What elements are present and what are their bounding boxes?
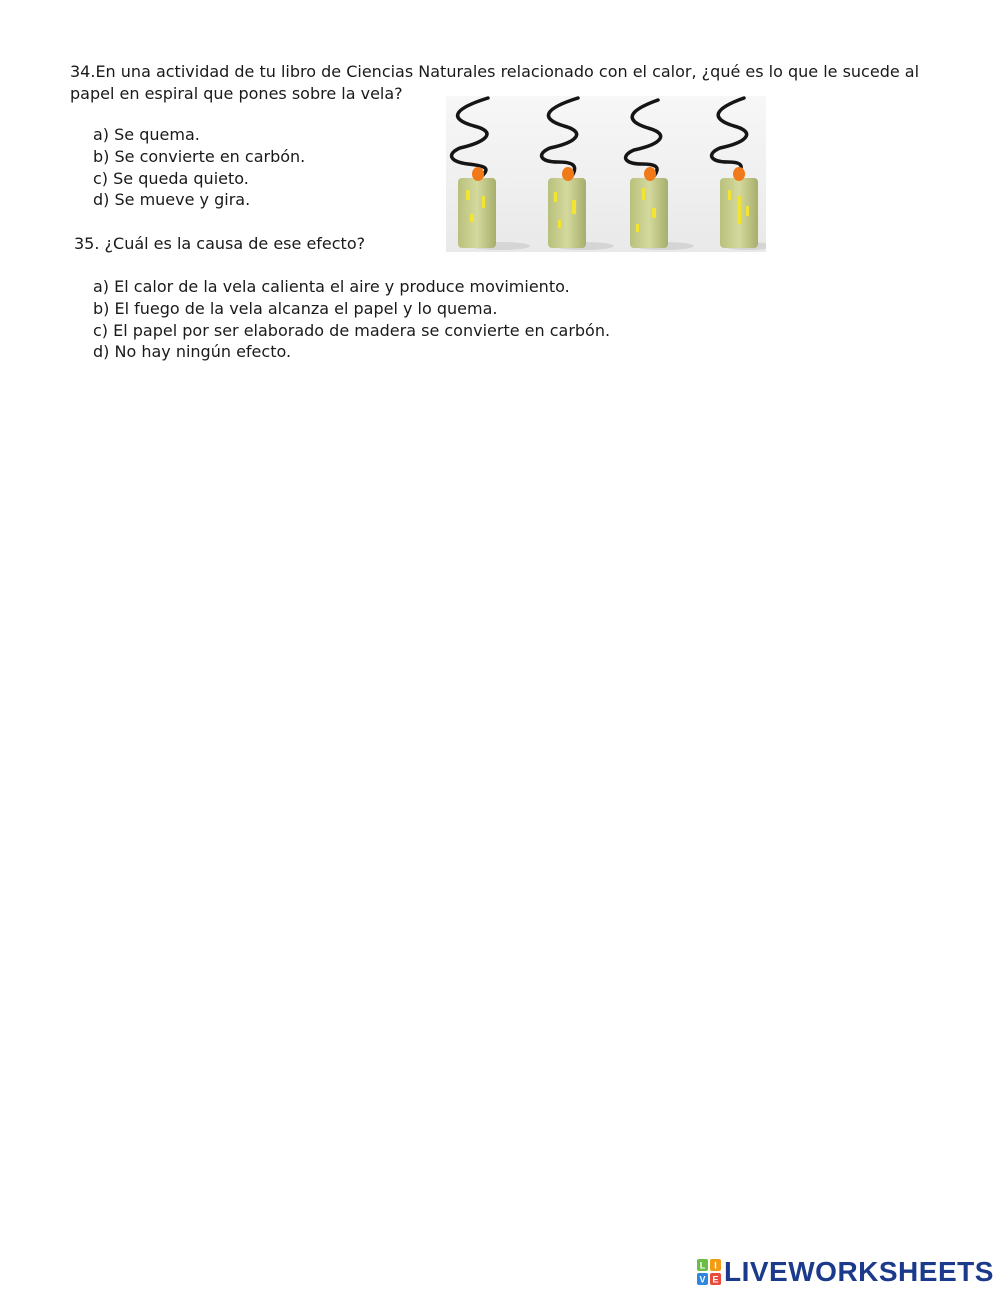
question-34-options: [93, 124, 305, 211]
liveworksheets-logo: [697, 1255, 994, 1289]
svg-text:L: L: [699, 1260, 706, 1271]
question-35: 35. ¿Cuál es la causa de ese efecto?: [74, 234, 366, 253]
question-34: 34.En una actividad de tu libro de Ciencias Naturales relacionado con el calor, ¿qué es lo que le sucede al papel en espiral que pones sobre la vela?: [70, 62, 920, 103]
option-35-b: b) El fuego de la vela alcanza el papel y lo quema.: [93, 298, 498, 318]
option-35-c: c) El papel por ser elaborado de madera se convierte en carbón.: [93, 320, 611, 340]
liveworksheets-logo-text: LIVEWORKSHEETS: [724, 1256, 994, 1287]
option-34-b: b) Se convierte en carbón.: [93, 146, 306, 166]
svg-text:E: E: [712, 1274, 719, 1285]
option-35-d: d) No hay ningún efecto.: [93, 342, 292, 362]
liveworksheets-logo-icon: [697, 1259, 721, 1285]
option-35-a: a) El calor de la vela calienta el aire y produce movimiento.: [93, 277, 570, 296]
svg-text:I: I: [714, 1260, 717, 1271]
option-34-c: c) Se queda quieto.: [93, 168, 249, 188]
option-34-a: a) Se quema.: [93, 125, 200, 144]
svg-text:V: V: [699, 1274, 706, 1285]
option-34-d: d) Se mueve y gira.: [93, 190, 251, 210]
question-35-options: [93, 276, 610, 363]
candles-spirals-image: [446, 96, 766, 252]
